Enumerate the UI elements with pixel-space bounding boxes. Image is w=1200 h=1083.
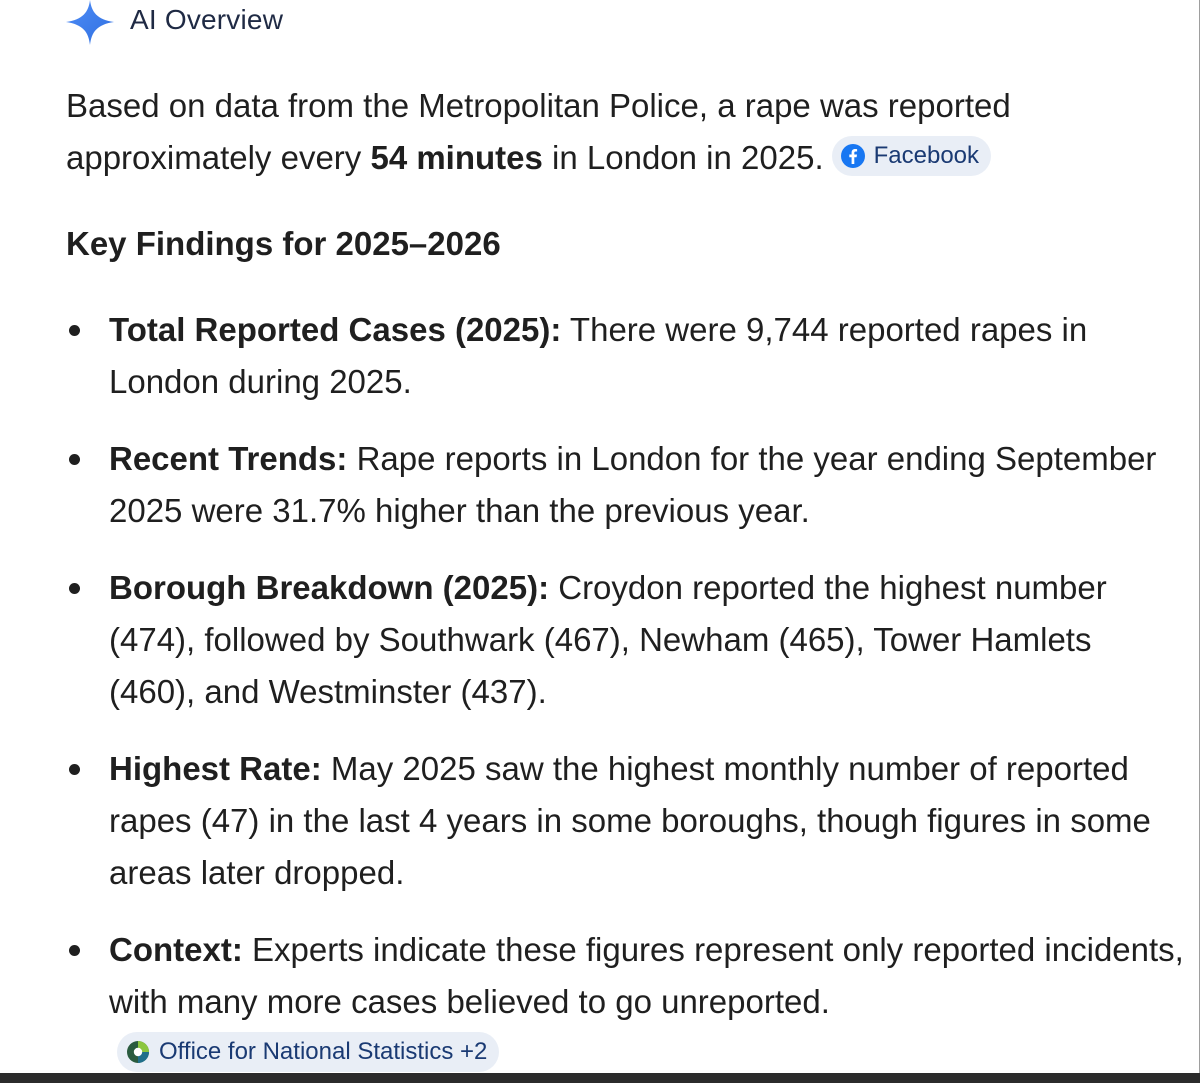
source-chip-label: Facebook xyxy=(873,142,980,170)
finding-text: May 2025 saw the highest monthly number of reported rapes (47) in the last 4 years in some boroughs, though figures in some areas later dropped. xyxy=(109,750,1151,891)
bottom-bar xyxy=(0,1073,1200,1083)
finding-text: There were 9,744 reported rapes in London during 2025. xyxy=(109,311,1088,400)
finding-context xyxy=(66,924,1186,1080)
finding-text: Rape reports in London for the year ending September 2025 were 31.7% higher than the previous year. xyxy=(109,440,1157,529)
bullet-dot xyxy=(69,764,80,775)
finding-highest-rate xyxy=(66,743,1186,899)
finding-label: Total Reported Cases (2025): xyxy=(109,311,562,348)
ons-logo-icon xyxy=(125,1039,151,1065)
finding-label: Context: xyxy=(109,931,243,968)
finding-recent-trends xyxy=(66,433,1186,537)
intro-text-after: in London in 2025. xyxy=(542,139,824,176)
section-heading: Key Findings for 2025–2026 xyxy=(66,225,501,262)
overview-content xyxy=(66,80,1186,1080)
source-chip-label: Office for National Statistics +2 xyxy=(159,1038,488,1066)
bullet-dot xyxy=(69,325,80,336)
bullet-dot xyxy=(69,945,80,956)
facebook-icon xyxy=(840,143,866,169)
source-chip-facebook[interactable] xyxy=(832,136,991,176)
finding-text: Croydon reported the highest number (474), followed by Southwark (467), Newham (465), Tower Hamlets (460), and Westminster (437). xyxy=(109,569,1107,710)
ai-overview-title: AI Overview xyxy=(130,4,284,35)
finding-label: Highest Rate: xyxy=(109,750,322,787)
intro-bold-figure: 54 minutes xyxy=(370,139,543,176)
intro-text-before: Based on data from the Metropolitan Police, a rape was reported approximately every xyxy=(66,87,1011,176)
finding-label: Recent Trends: xyxy=(109,440,348,477)
finding-text: Experts indicate these figures represent only reported incidents, with many more cases believed to go unreported. xyxy=(109,931,1184,1020)
finding-borough-breakdown xyxy=(66,562,1186,718)
sparkle-icon xyxy=(64,0,116,46)
bullet-dot xyxy=(69,454,80,465)
finding-total-reported-cases xyxy=(66,304,1186,408)
bullet-dot xyxy=(69,583,80,594)
ai-overview-header xyxy=(64,0,283,46)
findings-list xyxy=(66,304,1186,1080)
source-chip-ons[interactable] xyxy=(117,1032,499,1072)
intro-paragraph xyxy=(66,80,1186,184)
finding-label: Borough Breakdown (2025): xyxy=(109,569,550,606)
